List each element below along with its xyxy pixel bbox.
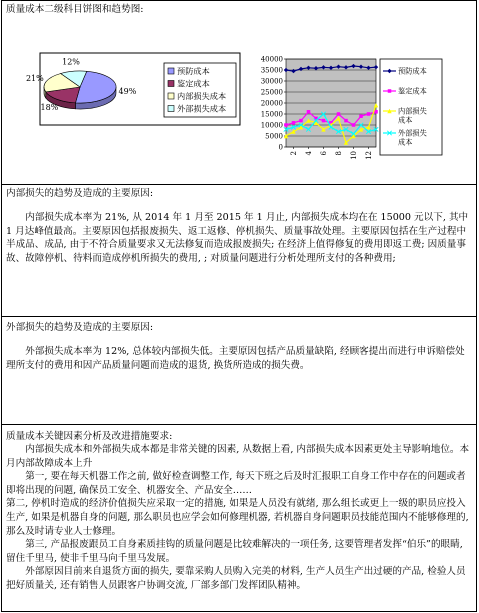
line-chart — [248, 51, 476, 181]
data-point — [344, 119, 348, 123]
data-point — [292, 121, 296, 125]
x-tick-label: 2 — [290, 151, 298, 156]
internal-loss-paragraph: 内部损失成本率为 21%, 从 2014 年 1 月至 2015 年 1 月止, 内部损失成本均在在 15000 元以下, 其中 1 月达峰值最高。主要原因包括报废损失、返工返修、停机损失、质量事故处理。主要原因包括在生产过程中半成品、成品, 由于不符合质量要求又无法修复而造成报废损失; 在经济上值得修复的费用即返工费; 因质量事故、故障停机、待料而造成停机所损失的费用, ; 对质量问题进行分析处理所支付的各种费用; — [6, 212, 469, 264]
pie-legend-label: 预防成本 — [177, 66, 210, 76]
x-tick-label: 10 — [350, 151, 358, 160]
x-tick-label: 12 — [365, 151, 373, 160]
report-page — [1, 0, 477, 612]
line-legend-label: 内部损失 — [398, 106, 427, 116]
charts-section — [2, 1, 476, 185]
analysis-paragraph: 第一, 要在每天机器工作之前, 做好检查调整工作, 每天下班之后及时汇报职工自身工作中存在的问题或者即将出现的问题, 确保员工安全、机器安全、产品安全…… — [6, 471, 466, 496]
pie-chart — [2, 41, 252, 141]
pie-value-label: 49% — [118, 87, 137, 97]
analysis-paragraph: 外部原因目前来自退货方面的损失, 要靠采购人员购入完美的材料, 生产人员生产出过硬的产品, 检验人员把好质量关, 还有销售人员跟客户协调交流, 厂部多部门发挥团队精神。 — [6, 566, 466, 591]
y-tick-label: 25000 — [260, 88, 283, 97]
pie-value-label: 21% — [25, 74, 44, 84]
line-legend — [380, 59, 442, 155]
y-tick-label: 15000 — [260, 110, 283, 119]
x-tick-label: 8 — [335, 151, 343, 156]
pie-legend — [164, 63, 236, 117]
data-point — [299, 119, 303, 123]
section-title: 质量成本关键因素分析及改进措施要求: — [6, 431, 173, 442]
data-point — [359, 114, 363, 118]
y-tick-label: 20000 — [260, 99, 283, 108]
external-loss-paragraph: 外部损失成本率为 12%, 总体较内部损失低。主要原因包括产品质量缺陷, 经顾客提出而进行申诉赔偿处理所支付的费用和因产品质量问题而造成的退货, 换货所造成的损失费。 — [6, 346, 465, 371]
y-tick-label: 40000 — [260, 55, 283, 64]
data-point — [284, 123, 288, 127]
y-tick-label: 0 — [278, 143, 283, 152]
analysis-paragraph: 第三, 产品报废跟员工自身素质挂钩的质量问题是比较难解决的一项任务, 这要管理者发挥“伯乐”的眼睛, 留住千里马, 使非千里马向千里马发展。 — [6, 539, 463, 564]
line-legend-label: 外部损失 — [398, 128, 427, 138]
pie-legend-swatch — [168, 81, 174, 87]
y-tick-label: 30000 — [260, 77, 283, 86]
line-legend-label: 预防成本 — [398, 66, 427, 76]
line-plot-area — [286, 59, 376, 147]
pie-legend-label: 鉴定成本 — [177, 78, 210, 89]
pie-value-label: 12% — [62, 57, 80, 67]
internal-loss-section — [2, 185, 476, 317]
pie-legend-label: 内部损失成本 — [177, 91, 227, 101]
x-tick-label: 4 — [305, 151, 313, 156]
analysis-paragraph: 内部损失成本和外部损失成本都是非常关键的因素, 从数据上看, 内部损失成本因素更处主导影响地位。本月内部故障成本上升 — [6, 444, 470, 469]
external-loss-section — [2, 317, 476, 425]
section-title: 内部损失的趋势及造成的主要原因: — [6, 188, 154, 199]
y-tick-label: 5000 — [265, 132, 283, 141]
y-tick-label: 10000 — [260, 121, 283, 130]
data-point — [388, 89, 392, 93]
section-title: 质量成本二级科目饼图和趋势图: — [6, 4, 144, 15]
line-legend-label: 鉴定成本 — [398, 86, 427, 96]
data-point — [367, 112, 371, 116]
pie-legend-swatch — [168, 68, 174, 74]
y-axis-ticks — [261, 56, 286, 152]
pie-legend-swatch — [168, 106, 174, 112]
pie-value-label: 18% — [40, 103, 59, 113]
section-title: 外部损失的趋势及造成的主要原因: — [6, 322, 154, 333]
data-point — [352, 123, 356, 127]
data-point — [337, 112, 341, 116]
data-point — [322, 119, 326, 123]
line-legend-label: 成本 — [398, 115, 413, 125]
analysis-section — [2, 425, 476, 613]
analysis-paragraph: 第二, 停机时造成的经济价值损失应采取一定的措施, 如果是人员没有就绪, 那么组长或更上一级的职员应投入生产, 如果是机器自身的问题, 那么职员也应学会如何修理机器, 若机器自身问题职员技能范围内不能够修理的, 那么及时请专业人士修理。 — [6, 498, 469, 537]
pie-legend-label: 外部损失成本 — [177, 103, 227, 114]
data-point — [307, 110, 311, 114]
line-legend-label: 成本 — [398, 137, 413, 147]
y-tick-label: 35000 — [260, 66, 283, 75]
x-tick-label: 6 — [320, 151, 328, 156]
pie-legend-swatch — [168, 93, 174, 99]
